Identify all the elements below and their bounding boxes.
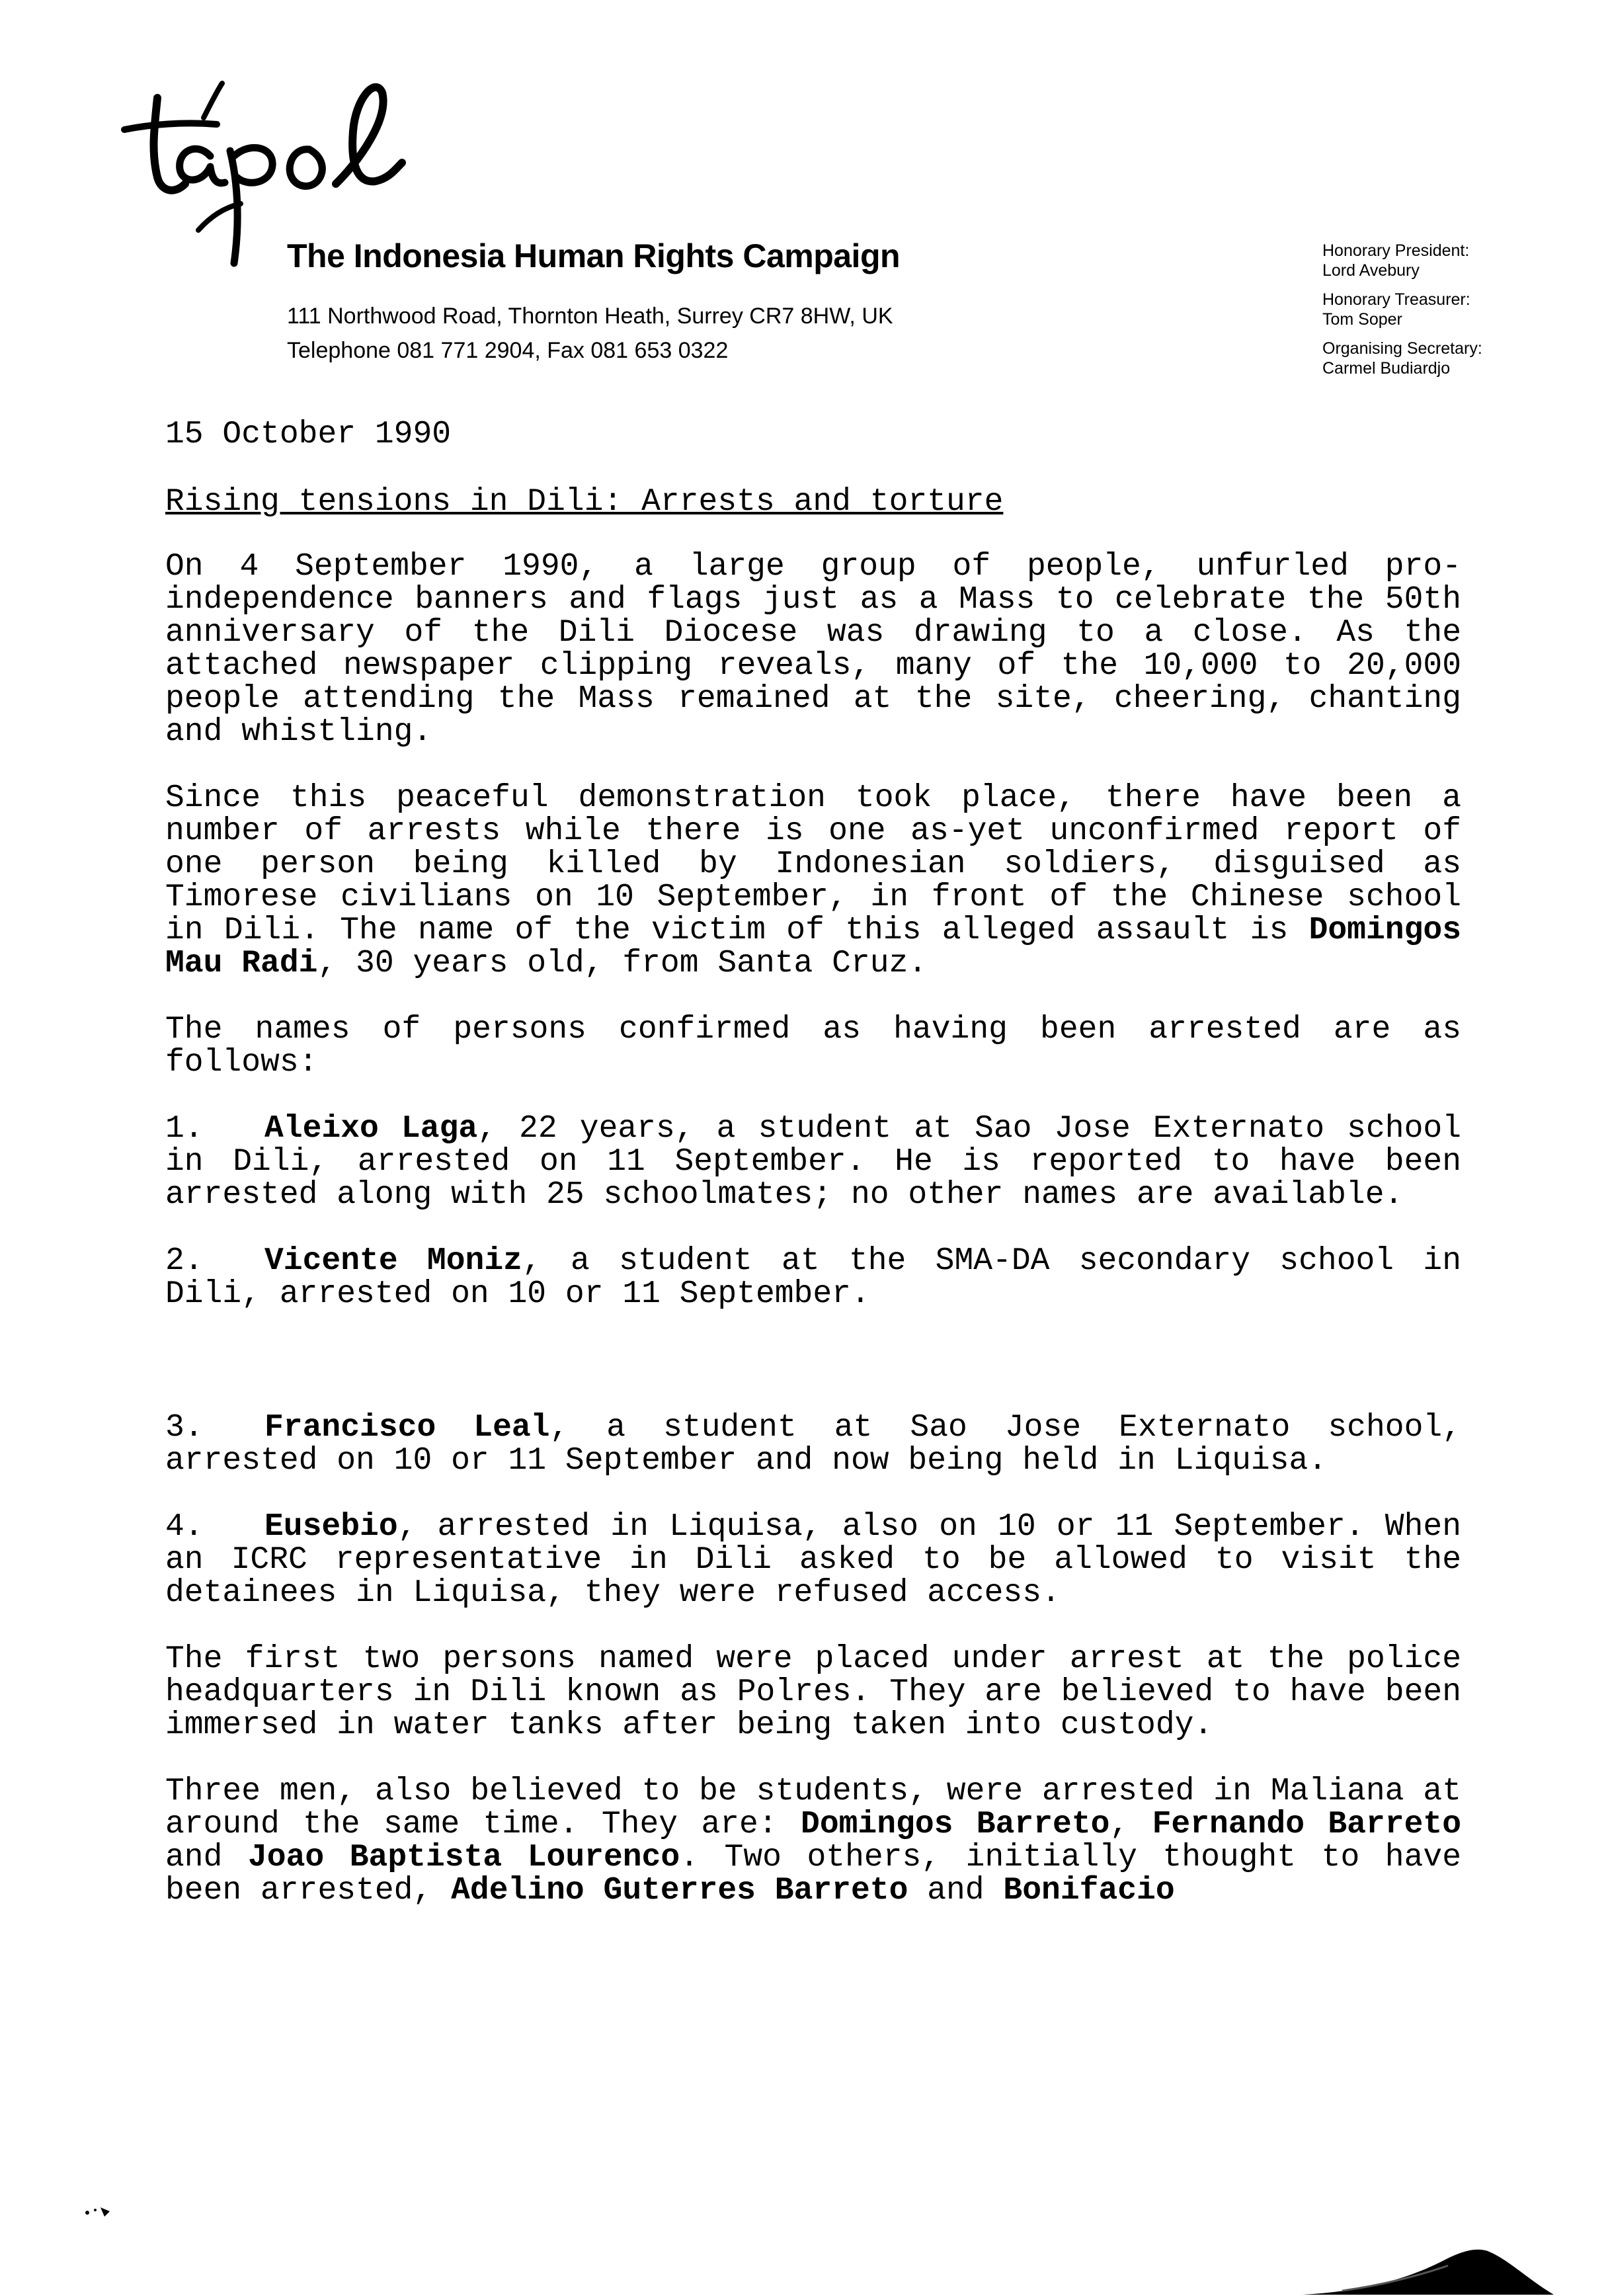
item-number: 1. xyxy=(165,1111,204,1147)
arrested-item xyxy=(165,1112,1461,1211)
arrested-name: Domingos Barreto xyxy=(801,1807,1110,1842)
paragraph-arrests-report xyxy=(165,782,1461,980)
scan-speck xyxy=(81,2202,120,2222)
paragraph-text: , xyxy=(1109,1807,1152,1842)
paragraph-text: and xyxy=(908,1873,1004,1908)
paragraph-demonstration: On 4 September 1990, a large group of people, unfurled pro-independence banners and flags just as a Mass to celebrate the 50th anniversary of the Dili Diocese was drawing to a close. As the attached newspaper clipping reveals, many of the 10,000 to 20,000 people attending the Mass remained at the site, cheering, chanting and whistling. xyxy=(165,549,1461,750)
paragraph-torture: The first two persons named were placed under arrest at the police headquarters in Dili known as Polres. They are believed to have been immersed in water tanks after being taken into custody. xyxy=(165,1641,1461,1743)
victim-name: Domingos Mau Radi xyxy=(165,913,1461,981)
paragraph-text: Three men, also believed to be students, were arrested in Maliana at around the same time. They are: xyxy=(165,1774,1461,1842)
paragraph-text: , 30 years old, from Santa Cruz. xyxy=(317,946,928,981)
officer-treasurer xyxy=(1322,290,1482,329)
arrested-item xyxy=(165,1411,1461,1477)
scan-smudge xyxy=(1303,2242,1554,2296)
arrested-name: Aleixo Laga xyxy=(264,1111,478,1147)
paragraph-text: Since this peaceful demonstration took place, there have been a number of arrests while there is one as-yet unconfirmed report of one person being killed by Indonesian soldiers, disguised as Timorese civilians on 10 September, in front of the Chinese school in Dili. The name of the victim of this alleged assault is xyxy=(165,780,1461,948)
org-address xyxy=(287,299,893,368)
officer-role: Honorary Treasurer: xyxy=(1322,290,1470,309)
arrested-desc: , a student at the SMA-DA secondary school in Dili, arrested on 10 or 11 September. xyxy=(165,1243,1461,1312)
paragraph-text: and xyxy=(165,1840,248,1875)
arrested-desc: , 22 years, a student at Sao Jose Externato school in Dili, arrested on 11 September. He is reported to have been arrested along with 25 schoolmates; no other names are available. xyxy=(165,1111,1462,1213)
item-number: 4. xyxy=(165,1509,204,1545)
paragraph-text: . Two others, initially thought to have been arrested, xyxy=(165,1840,1462,1908)
arrested-name: Joao Baptista Lourenco xyxy=(247,1840,680,1875)
officer-role: Organising Secretary: xyxy=(1322,339,1482,358)
arrested-desc: , arrested in Liquisa, also on 10 or 11 September. When an ICRC representative in Dili asked to be allowed to visit the detainees in Liquisa, they were refused access. xyxy=(165,1509,1461,1611)
officer-role: Honorary President: xyxy=(1322,241,1470,260)
letter-date: 15 October 1990 xyxy=(165,417,452,452)
officers-list xyxy=(1322,241,1482,388)
officer-president xyxy=(1322,241,1482,280)
arrested-desc: , a student at Sao Jose Externato school, arrested on 10 or 11 September and now being held in Liquisa. xyxy=(165,1410,1461,1479)
officer-name: Lord Avebury xyxy=(1322,261,1420,280)
letter-title: Rising tensions in Dili: Arrests and torture xyxy=(165,484,1004,520)
arrested-name: Vicente Moniz xyxy=(264,1243,522,1279)
item-number: 3. xyxy=(165,1410,204,1446)
officer-name: Tom Soper xyxy=(1322,310,1402,329)
address-line: 111 Northwood Road, Thornton Heath, Surrey CR7 8HW, UK xyxy=(287,304,893,329)
arrested-name: Fernando Barreto xyxy=(1152,1807,1462,1842)
org-name: The Indonesia Human Rights Campaign xyxy=(287,237,901,274)
arrested-name: Francisco Leal xyxy=(264,1410,550,1446)
arrested-item xyxy=(165,1245,1461,1311)
item-number: 2. xyxy=(165,1243,204,1279)
arrested-item xyxy=(165,1510,1461,1610)
paragraph-names-intro: The names of persons confirmed as having been arrested are as follows: xyxy=(165,1012,1461,1081)
arrested-name: Eusebio xyxy=(264,1509,398,1545)
paragraph-maliana xyxy=(165,1775,1461,1907)
officer-name: Carmel Budiardjo xyxy=(1322,359,1451,378)
telephone-line: Telephone 081 771 2904, Fax 081 653 0322 xyxy=(287,338,729,363)
arrested-name: Adelino Guterres Barreto xyxy=(451,1873,908,1908)
letter-body xyxy=(165,418,1461,1940)
arrested-name: Bonifacio xyxy=(1003,1873,1175,1908)
officer-secretary xyxy=(1322,339,1482,378)
